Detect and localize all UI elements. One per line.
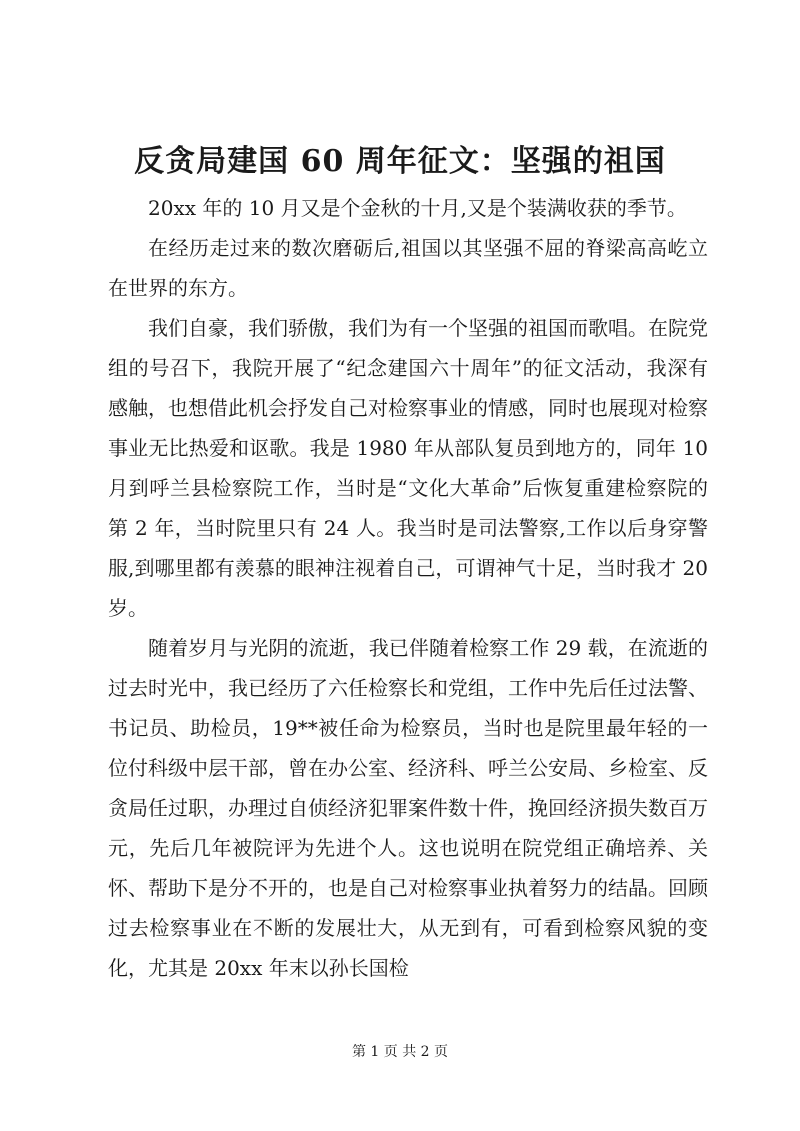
document-title: 反贪局建国 60 周年征文：坚强的祖国	[134, 144, 666, 179]
paragraph: 20xx 年的 10 月又是个金秋的十月,又是个装满收获的季节。	[148, 196, 687, 220]
paragraph: 我们自豪，我们骄傲，我们为有一个坚强的祖国而歌唱。在院党组的号召下，我院开展了“纪念建国六十周年”的征文活动，我深有感触，也想借此机会抒发自己对检察事业的情感，同时也展现对检察事业无比热爱和讴歌。我是 1980 年从部队复员到地方的，同年 10 月到呼兰县检察院工作，当时是“文化大革命”后恢复重建检察院的第 2 年，当时院里只有 24 人。我当时是司法警察,工作以后身穿警服,到哪里都有羡慕的眼神注视着自己，可谓神气十足，当时我才 20 岁。	[108, 316, 708, 620]
document-body	[108, 188, 708, 988]
paragraph: 随着岁月与光阴的流逝，我已伴随着检察工作 29 载，在流逝的过去时光中，我已经历了六任检察长和党组，工作中先后任过法警、书记员、助检员，19**被任命为检察员，当时也是院里最年轻的一位付科级中层干部，曾在办公室、经济科、呼兰公安局、乡检室、反贪局任过职，办理过自侦经济犯罪案件数十件，挽回经济损失数百万元，先后几年被院评为先进个人。这也说明在院党组正确培养、关怀、帮助下是分不开的，也是自己对检察事业执着努力的结晶。回顾过去检察事业在不断的发展壮大，从无到有，可看到检察风貌的变化，尤其是 20xx 年末以孙长国检	[108, 636, 708, 980]
paragraph: 在经历走过来的数次磨砺后,祖国以其坚强不屈的脊梁高高屹立在世界的东方。	[108, 236, 708, 300]
page-number-footer: 第 1 页 共 2 页	[351, 1044, 449, 1060]
